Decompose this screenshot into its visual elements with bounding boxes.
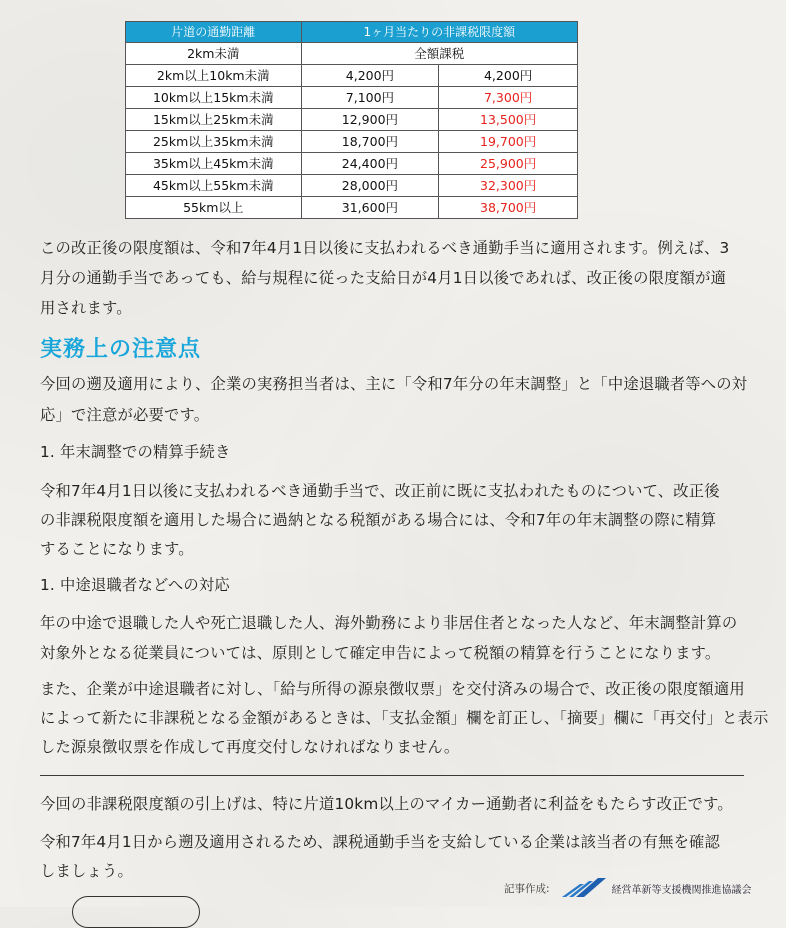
distance-cell: 35km以上45km未満 [126,153,302,175]
old-limit-cell: 7,100円 [301,87,439,109]
divider [40,775,744,776]
credit-organization: 経営革新等支援機関推進協議会 [611,884,752,896]
distance-cell: 2km未満 [126,43,302,65]
new-limit-cell: 32,300円 [439,175,578,197]
table-row [126,65,578,87]
old-limit-cell: 4,200円 [301,65,439,87]
summary-line-1: 今回の非課税限度額の引上げは、特に片道10km以上のマイカー通勤者に利益をもたらす改正です。 [40,795,733,813]
table-row [126,87,578,109]
article-credit [504,876,752,900]
summary-line-3: しましょう。 [40,862,133,880]
item2-p2-line-2: によって新たに非課税となる金額があるときは、「支払金額」欄を訂正し、「摘要」欄に「再交付」と表示 [40,709,769,727]
distance-cell: 55km以上 [126,197,302,219]
new-limit-cell: 38,700円 [439,197,578,219]
item2-p2-line-1: また、企業が中途退職者に対し、「給与所得の源泉徴収票」を交付済みの場合で、改正後の限度額適用 [40,680,745,698]
item1-line-2: の非課税限度額を適用した場合に過納となる税額がある場合には、令和7年の年末調整の際に精算 [40,511,717,529]
table-header-row [126,22,578,43]
item1-line-1: 令和7年4月1日以後に支払われるべき通勤手当で、改正前に既に支払われたものについて、改正後 [40,482,720,500]
old-limit-cell: 24,400円 [301,153,439,175]
intro-line-1: この改正後の限度額は、令和7年4月1日以後に支払われるべき通勤手当に適用されます。例えば、3 [40,239,730,257]
lead-line-1: 今回の遡及適用により、企業の実務担当者は、主に「令和7年分の年末調整」と「中途退職者等への対 [40,375,748,393]
distance-cell: 45km以上55km未満 [126,175,302,197]
new-limit-cell: 4,200円 [439,65,578,87]
credit-label: 記事作成: [504,882,550,895]
intro-line-3: 用されます。 [40,299,132,317]
stripes-logo-icon [560,876,608,901]
table-row [126,153,578,175]
item2-p2-line-3: した源泉徴収票を作成して再度交付しなければなりません。 [40,738,460,756]
table-row [126,175,578,197]
item1-title: 1. 年末調整での精算手続き [40,443,231,461]
pill-button[interactable] [72,896,200,928]
commute-allowance-table [125,21,578,219]
item2-title: 1. 中途退職者などへの対応 [40,576,230,594]
table-row [126,43,578,65]
fully-taxed-cell: 全額課税 [301,43,577,65]
new-limit-cell: 25,900円 [439,153,578,175]
section-heading: 実務上の注意点 [40,337,202,362]
old-limit-cell: 31,600円 [301,197,439,219]
new-limit-cell: 19,700円 [439,131,578,153]
table-row [126,197,578,219]
old-limit-cell: 18,700円 [301,131,439,153]
old-limit-cell: 28,000円 [301,175,439,197]
table-row [126,131,578,153]
table-row [126,109,578,131]
item2-p1-line-1: 年の中途で退職した人や死亡退職した人、海外勤務により非居住者となった人など、年末調整計算の [40,614,738,632]
header-limit: 1ヶ月当たりの非課税限度額 [301,22,577,43]
new-limit-cell: 13,500円 [439,109,578,131]
old-limit-cell: 12,900円 [301,109,439,131]
item2-p1-line-2: 対象外となる従業員については、原則として確定申告によって税額の精算を行うことになります。 [40,644,721,662]
item1-line-3: することになります。 [40,540,194,558]
rate-table-container [125,21,578,219]
distance-cell: 10km以上15km未満 [126,87,302,109]
distance-cell: 2km以上10km未満 [126,65,302,87]
new-limit-cell: 7,300円 [439,87,578,109]
distance-cell: 15km以上25km未満 [126,109,302,131]
distance-cell: 25km以上35km未満 [126,131,302,153]
summary-line-2: 令和7年4月1日から遡及適用されるため、課税通勤手当を支給している企業は該当者の有無を確認 [40,833,721,851]
header-distance: 片道の通勤距離 [126,22,302,43]
lead-line-2: 応」で注意が必要です。 [40,406,210,424]
intro-line-2: 月分の通勤手当であっても、給与規程に従った支給日が4月1日以後であれば、改正後の限度額が適 [40,269,727,287]
